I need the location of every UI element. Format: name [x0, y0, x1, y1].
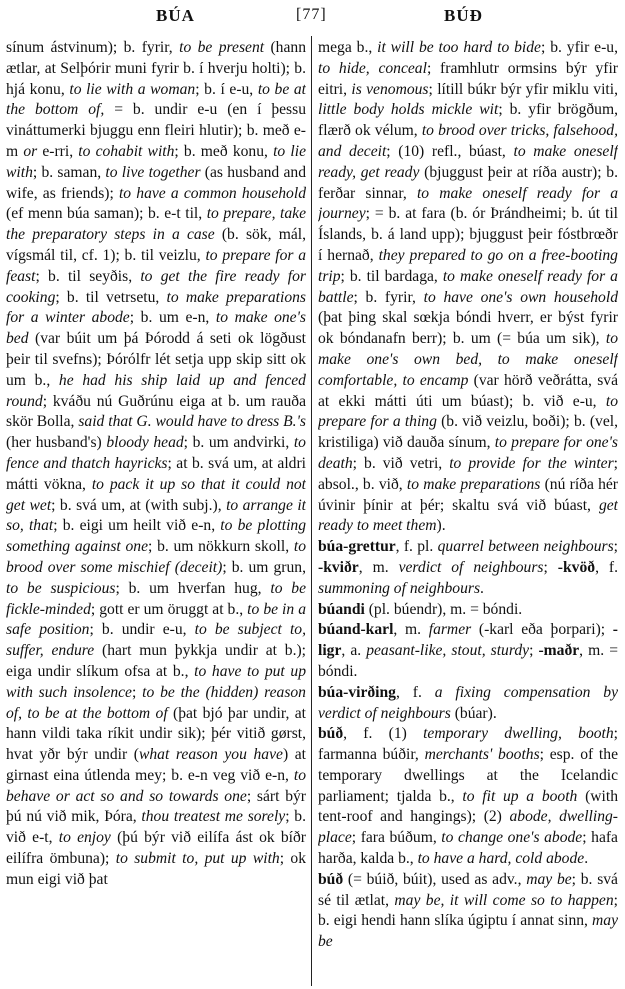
entry-text: , f. pl.: [395, 538, 438, 556]
headword: búð: [318, 870, 344, 888]
gloss-text: to be present: [179, 39, 265, 56]
gloss-text: to have one's own household: [423, 288, 618, 306]
entry-text: , m.: [358, 558, 399, 576]
gloss-text: to lie with a woman: [69, 80, 196, 98]
entry-text: ; b. til seyðis,: [35, 267, 141, 285]
gloss-text: to be at the bottom of,: [6, 80, 306, 119]
entry-text: ; b. með konu,: [174, 142, 274, 160]
column-divider: [311, 36, 312, 986]
gloss-text: to prepare for a feast: [6, 246, 306, 285]
entry-text: ; b. yfir e-u,: [540, 39, 618, 56]
gloss-text: to brood over some mischief (deceit): [6, 538, 306, 576]
gloss-text: merchants' booths: [424, 746, 540, 764]
headword: -ligr: [318, 621, 618, 660]
headword: búa-virðing: [318, 683, 396, 701]
gloss-text: to behave or act so and so towards one: [6, 766, 306, 805]
left-column: [6, 38, 306, 986]
gloss-text: may be: [318, 912, 618, 951]
entry-text: ; b. við e-t,: [6, 808, 306, 847]
gloss-text: is venomous: [351, 80, 429, 98]
entry-text: (var hörð veðrátta, svá at ekki mátti úti um búast); b. við e-u,: [318, 371, 618, 410]
entry-text: ; absol., b. við,: [318, 454, 618, 493]
gloss-text: to make oneself ready, get ready: [318, 142, 618, 181]
gloss-text: to cohabit with: [78, 142, 175, 160]
entry-text: , a.: [341, 642, 367, 660]
dictionary-entry: [318, 870, 618, 953]
headword: búð: [318, 725, 344, 743]
gloss-text: to be plotting something against one: [6, 517, 306, 556]
gloss-text: to make preparations for a winter abode: [6, 288, 306, 327]
entry-text: ; gott er um öruggt at b.,: [90, 600, 248, 618]
gloss-text: to fit up a booth: [462, 787, 578, 805]
gloss-text: to fence and thatch hayricks: [6, 434, 306, 472]
gloss-text: to prepare for a thing: [318, 392, 618, 431]
page-number: [77]: [296, 6, 327, 23]
gloss-text: may be: [526, 870, 572, 888]
gloss-text: verdict of neighbours: [398, 558, 544, 576]
gloss-text: quarrel between neighbours: [437, 538, 614, 556]
dictionary-entry: [318, 724, 618, 870]
gloss-text: what reason you have: [138, 746, 283, 764]
entry-text: ; b. svá um, at (with subj.),: [51, 496, 227, 514]
right-column: [318, 38, 618, 986]
entry-text: e-rri,: [37, 142, 79, 160]
gloss-text: to make preparations: [406, 475, 541, 493]
gloss-text: to make one's own bed, to make oneself comfortable, to encamp: [318, 330, 618, 389]
gloss-text: to pack it up so that it could not get wet: [6, 475, 306, 514]
dictionary-entry: [318, 600, 618, 621]
entry-text: ; = b. at fara (b. ór Þrándheimi; b. út til Íslands, b. á land upp); bjuggust þeir fóstbrœðr í hernað,: [318, 205, 618, 264]
entry-text: , f.: [595, 558, 618, 576]
gloss-text: to have a common household: [118, 184, 306, 202]
entry-text: , f.: [395, 683, 435, 701]
entry-text: ).: [436, 517, 446, 535]
entry-text: ;: [131, 683, 143, 701]
entry-text: ; b. um e-n,: [129, 309, 216, 327]
headword: -kviðr: [318, 558, 359, 576]
entry-text: ; fara búðum,: [351, 829, 442, 847]
entry-text: ; b. eigi um heilt við e-n,: [53, 517, 221, 535]
gloss-text: to be fickle-minded: [6, 579, 306, 618]
entry-text: .: [584, 850, 589, 868]
entry-text: , f. (1): [343, 725, 424, 743]
entry-text: , m.: [393, 621, 429, 639]
gloss-text: little body holds mickle wit: [318, 101, 499, 119]
entry-text: ) at girnast eina útlenda mey; b. e-n veg við e-n,: [6, 746, 306, 784]
entry-text: ; lítill búkr býr yfir miklu viti,: [428, 80, 618, 98]
entry-text: (þat þing skal sœkja bóndi hverr, er býst fyrir ok bóndanafn berr); b. um (= búa um sik),: [318, 309, 618, 348]
gloss-text: get ready to meet them: [318, 496, 618, 535]
gloss-text: to have to put up with such insolence: [6, 662, 306, 701]
entry-text: (búar).: [450, 704, 497, 722]
entry-text: ; kváðu nú Guðrúnu eiga at b. um rauða skör Bolla,: [6, 392, 306, 431]
entry-text: = b. undir e-u (en í þessu vináttumerki bjuggu enn fleiri hlutir); b. með e-m: [6, 101, 306, 160]
entry-text: ; b. við vetri,: [352, 454, 450, 472]
entry-text: ; b. saman,: [32, 163, 106, 181]
entry-text: (her husband's): [6, 434, 107, 452]
entry-text: (þat bjó þar undir, at hann vildi taka ríkit undir sik); þér vitið gørst, hvat yðr býr undir (: [6, 704, 306, 764]
gloss-text: said that G. would have to dress B.'s: [78, 413, 306, 431]
gloss-text: to provide for the winter: [449, 454, 614, 472]
headword: búa-grettur: [318, 538, 396, 556]
headword: -kvöð: [557, 558, 596, 576]
entry-text: ; b. undir e-u,: [89, 621, 195, 639]
right-running-head: BÚÐ: [444, 6, 483, 25]
gloss-text: they prepared to go on a free-booting trip: [318, 246, 618, 285]
entry-text: (ef menn búa saman); b. e-t til,: [6, 205, 207, 223]
entry-text: ; sárt býr þú nú við mik, Þóra,: [6, 787, 306, 826]
gloss-text: to lie with: [6, 142, 306, 181]
entry-text: (as husband and wife, as friends);: [6, 163, 306, 202]
entry-text: ; framhlutr ormsins býr yfir eitri,: [318, 59, 618, 98]
entry-text: ;: [543, 558, 558, 576]
entry-text: (b. við veizlu, boði); b. (vel, kristiliga) við dauða sínum,: [318, 413, 618, 452]
dictionary-entry: [6, 38, 306, 891]
headword: búandi: [318, 600, 365, 618]
left-running-head: BÚA: [156, 6, 195, 25]
gloss-text: temporary dwelling, booth: [423, 725, 614, 743]
entry-text: ; b. yfir brögðum, flærð ok vélum,: [318, 101, 618, 140]
entry-text: ; hafa harða, kalda b.,: [318, 829, 618, 868]
gloss-text: summoning of neighbours: [318, 579, 481, 597]
gloss-text: to be suspicious: [6, 579, 116, 597]
gloss-text: peasant-like, stout, sturdy: [366, 642, 530, 660]
entry-text: ; at b. svá um, at aldri mátti vökna,: [6, 454, 306, 493]
headword: búand-karl: [318, 621, 394, 639]
entry-text: ; b. svá sé til ætlat,: [318, 870, 618, 909]
gloss-text: a fixing compensation by verdict of neighbours: [318, 683, 618, 722]
entry-text: (nú ríða hér úvinir þínir at þér; skaltu svá við búast,: [318, 475, 618, 514]
gloss-text: abode, dwelling-place: [318, 808, 618, 847]
entry-text: ; b. eigi hendi hann slíka úgiptu í annat sinn,: [318, 891, 618, 930]
entry-text: (hart mun þykkja undir at b.); eiga undir slíkum ofsa at b.,: [6, 642, 306, 680]
gloss-text: to be the (hidden) reason of, to be at the bottom of: [6, 683, 306, 722]
gloss-text: to make one's bed: [6, 309, 306, 348]
entry-text: ; ok mun eigi við þat: [6, 850, 306, 888]
entry-text: mega b.,: [318, 39, 378, 56]
entry-text: ; esp. of the temporary dwellings at the Icelandic parliament; tjalda b.,: [318, 746, 618, 805]
entry-text: ; b. um andvirki,: [183, 434, 294, 452]
gloss-text: to get the fire ready for cooking: [6, 267, 306, 306]
entry-text: (-karl eða þorpari);: [471, 621, 613, 639]
entry-text: (b. sök, mál, vígsmál til, cf. 1); b. til veizlu,: [6, 226, 306, 264]
entry-text: ; b. um nökkurn skoll,: [148, 538, 294, 556]
gloss-text: to arrange it so, that: [6, 496, 306, 535]
entry-text: ; b. til vetrsetu,: [55, 288, 167, 306]
gloss-text: to brood over tricks, falsehood, and deceit: [318, 122, 618, 160]
gloss-text: to prepare, take the preparatory steps in a case: [6, 205, 306, 244]
gloss-text: to have a hard, cold abode: [417, 850, 585, 868]
gloss-text: bloody head: [106, 434, 184, 452]
gloss-text: to prepare for one's death: [318, 434, 618, 472]
entry-text: ; b. fyrir,: [353, 288, 424, 306]
gloss-text: farmer: [428, 621, 472, 639]
entry-text: ; b. í e-u,: [195, 80, 258, 98]
gloss-text: it will be too hard to bide: [377, 39, 541, 56]
dictionary-entry: [318, 38, 618, 537]
gloss-text: to change one's abode: [441, 829, 583, 847]
entry-text: .: [480, 579, 484, 597]
gloss-text: or: [23, 142, 38, 160]
entry-text: (bjuggust þeir at ríða austr); b. ferðar sinnar,: [318, 163, 618, 202]
entry-text: (pl. búendr), m. = bóndi.: [364, 600, 523, 618]
gloss-text: to submit to, put up with: [115, 850, 280, 868]
entry-text: , m. = bóndi.: [318, 642, 618, 680]
headword: -maðr: [538, 642, 580, 660]
entry-text: ; b. um hverfan hug,: [115, 579, 271, 597]
gloss-text: may be, it will come so to happen: [394, 891, 614, 909]
gloss-text: to enjoy: [58, 829, 111, 847]
entry-text: (var búit um þá Þórodd á seti ok lögðust þeir til svefns); Þórólfr lét setja upp skip sitt ok um b.,: [6, 330, 306, 389]
entry-text: (with tent-roof and hangings); (2): [318, 787, 618, 826]
gloss-text: to be subject to, suffer, endure: [6, 621, 306, 660]
entry-text: ; farmanna búðir,: [318, 725, 618, 764]
entry-text: (= búið, búit), used as adv.,: [343, 870, 527, 888]
gloss-text: to live together: [105, 163, 201, 181]
gloss-text: to be in a safe position: [6, 600, 306, 639]
dictionary-entry: [318, 683, 618, 725]
entry-text: ; b. um grun,: [222, 558, 306, 576]
entry-text: ;: [613, 538, 618, 556]
entry-text: ; (10) refl., búast,: [386, 142, 514, 160]
entry-text: ;: [529, 642, 539, 660]
entry-text: (þú býr við eilífa ást ok bíðr eilífra ömbuna);: [6, 829, 306, 868]
entry-text: sínum ástvinum); b. fyrir,: [6, 39, 180, 56]
gloss-text: he had his ship laid up and fenced round: [6, 371, 306, 410]
gloss-text: to make oneself ready for a battle: [318, 267, 618, 306]
entry-text: ; b. til bardaga,: [340, 267, 443, 285]
gloss-text: to hide, conceal: [318, 59, 427, 77]
dictionary-entry: [318, 537, 618, 599]
entry-text: (hann ætlar, at Selþórir muni fyrir b. í hverju holti); b. hjá konu,: [6, 39, 306, 98]
gloss-text: to make oneself ready for a journey: [318, 184, 618, 223]
gloss-text: thou treatest me sorely: [141, 808, 286, 826]
dictionary-entry: [318, 620, 618, 682]
page-header: [0, 0, 625, 34]
